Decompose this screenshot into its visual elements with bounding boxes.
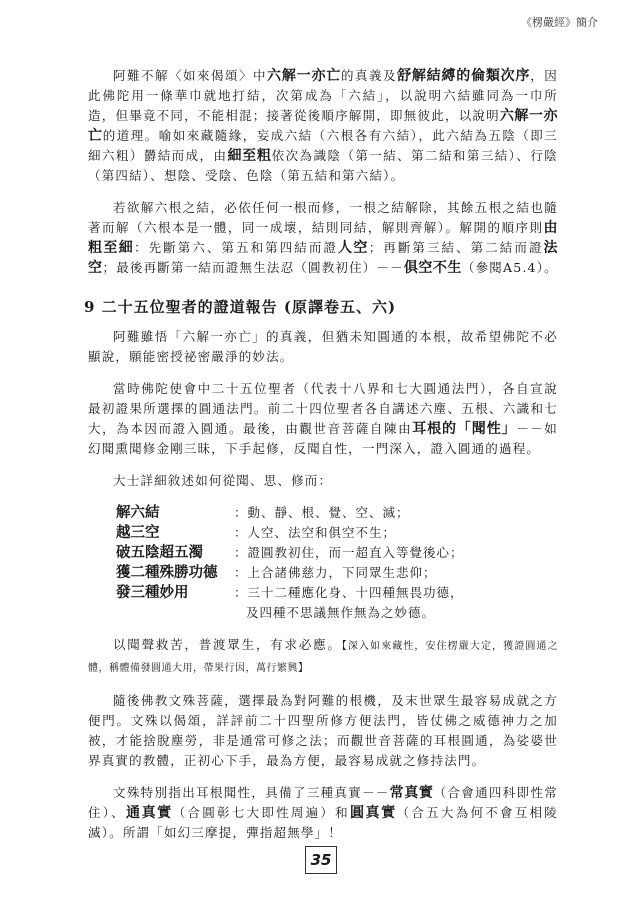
attainment-list bbox=[116, 503, 558, 623]
paragraph-list-intro: 大士詳細敘述如何從聞、思、修而： bbox=[113, 473, 333, 488]
text-span: （合五大為何不會互相陵滅）。所謂「如幻三摩提，彈指超無學」！ bbox=[88, 805, 558, 840]
paragraph-six-knots bbox=[88, 66, 558, 186]
list-desc: ：動、靜、根、覺、空、滅； bbox=[234, 505, 410, 520]
bold-term: 俱空不生 bbox=[403, 260, 462, 276]
text-span: 若欲解六根之結，必依任何一根而修，一根之結解除，其餘五根之結也隨著而解（六根本是一體，同一成壞，結則同結，解則齊解）。解開的順序則 bbox=[88, 200, 558, 235]
paragraph-compassion bbox=[88, 635, 558, 679]
text-span: 文殊特別指出耳根聞性，具備了三種真實－－ bbox=[113, 785, 390, 800]
paragraph-ananda-request: 阿難雖悟「六解一亦亡」的真義，但猶未知圓通的本根，故希望佛陀不必顯說，願能密授祕密嚴淨的妙法。 bbox=[88, 329, 558, 364]
text-span: ；再斷第三結、第二結而證 bbox=[368, 240, 544, 255]
list-term: 破五陰超五濁 bbox=[116, 544, 203, 561]
list-item bbox=[116, 543, 558, 563]
list-item bbox=[116, 503, 558, 523]
list-item bbox=[116, 523, 558, 543]
text-span: 以聞聲救苦，普渡眾生，有求必應。 bbox=[113, 637, 342, 652]
bold-term: 圓真實 bbox=[349, 805, 397, 821]
list-desc: ：上合諸佛慈力，下同眾生悲仰； bbox=[234, 565, 437, 580]
list-term: 獲二種殊勝功德 bbox=[116, 564, 218, 581]
bold-term: 六解一亦亡 bbox=[88, 108, 558, 144]
bold-term: 法空 bbox=[88, 240, 559, 276]
list-continuation: 及四種不思議無作無為之妙德。 bbox=[246, 605, 436, 620]
text-span: 的道理。喻如來藏隨緣，妄成六結（六根各有六結），此六結為五陰（即三細六粗）欝結而成，由 bbox=[88, 128, 558, 163]
bold-term: 人空 bbox=[338, 240, 369, 256]
bold-term: 由粗至細 bbox=[88, 220, 558, 256]
text-span: 依次為識陰（第一結、第二結和第三結）、行陰（第四結）、想陰、受陰、色陰（第五結和第六結）。 bbox=[88, 148, 558, 183]
list-term: 發三種妙用 bbox=[116, 584, 189, 601]
list-term: 解六結 bbox=[116, 504, 160, 521]
list-desc: ：證圓教初住，而一超直入等覺後心； bbox=[234, 545, 464, 560]
list-item bbox=[116, 563, 558, 583]
running-header: 《楞嚴經》簡介 bbox=[521, 16, 598, 29]
list-desc: ：人空、法空和俱空不生； bbox=[234, 525, 397, 540]
bold-term: 耳根的「聞性」 bbox=[412, 421, 517, 437]
section-heading: 9 二十五位聖者的證道報告 (原譯卷五、六) bbox=[84, 298, 397, 316]
text-span: 阿難不解〈如來偈頌〉中 bbox=[113, 68, 268, 83]
text-span: ，因此佛陀用一條華巾就地打結，次第成為「六結」，以說明六結雖同為一巾所造，但畢竟不同，不能相混；接著從後順序解開，即無彼此，以說明 bbox=[88, 68, 558, 123]
bold-term: 六解一亦亡 bbox=[267, 68, 342, 84]
bold-term: 細至粗 bbox=[227, 148, 272, 164]
bold-term: 舒解結縛的倫類次序 bbox=[397, 68, 531, 84]
page-body bbox=[84, 66, 559, 855]
list-term: 越三空 bbox=[116, 524, 160, 541]
text-span: （合會通四科即性常住）、 bbox=[88, 785, 558, 820]
text-span: ：先斷第六、第五和第四結而證 bbox=[134, 240, 338, 255]
text-span: 的真義及 bbox=[341, 68, 398, 83]
page-number: 35 bbox=[305, 846, 337, 874]
text-span: 當時佛陀使會中二十五位聖者（代表十八界和七大圓通法門），各自宣說最初證果所選擇的圓通法門。前二十四位聖者各自講述六塵、五根、六識和七大，為本因而證入圓通。最後，由觀世音菩薩自陳由 bbox=[88, 381, 558, 436]
list-desc: ：三十二種應化身、十四種無畏功德， bbox=[234, 585, 464, 600]
annotation-note: 【深入如來藏性，安住楞嚴大定，獲證圓通之體，稱體備發圓通大用，帶果行因，萬行繁興】 bbox=[88, 641, 559, 674]
text-span: （參閱A5.4）。 bbox=[461, 260, 558, 275]
text-span: （合圓彰七大即性周遍）和 bbox=[172, 805, 350, 820]
text-span: －－如幻聞熏聞修金剛三昧，下手起修，反聞自性，一門深入，證入圓通的過程。 bbox=[88, 421, 558, 456]
paragraph-twenty-five-sages bbox=[88, 379, 558, 459]
bold-term: 通真實 bbox=[126, 805, 173, 821]
paragraph-manjushri: 隨後佛教文殊菩薩，選擇最為對阿難的根機，及末世眾生最容易成就之方便門。文殊以偈頌，詳評前二十四聖所修方便法門，皆仗佛之威德神力之加被，才能捨脫塵勞，非是通常可修之法；而觀世音菩薩的耳根圓通，為娑婆世界真實的教體，正初心下手，最為方便，最容易成就之修持法門。 bbox=[88, 693, 558, 768]
paragraph-three-truths bbox=[88, 783, 558, 843]
bold-term: 常真實 bbox=[389, 785, 434, 801]
list-item bbox=[116, 583, 558, 603]
paragraph-untying-order bbox=[88, 198, 558, 278]
text-span: ；最後再斷第一結而證無生法忍（圓教初住）－－ bbox=[102, 260, 404, 275]
